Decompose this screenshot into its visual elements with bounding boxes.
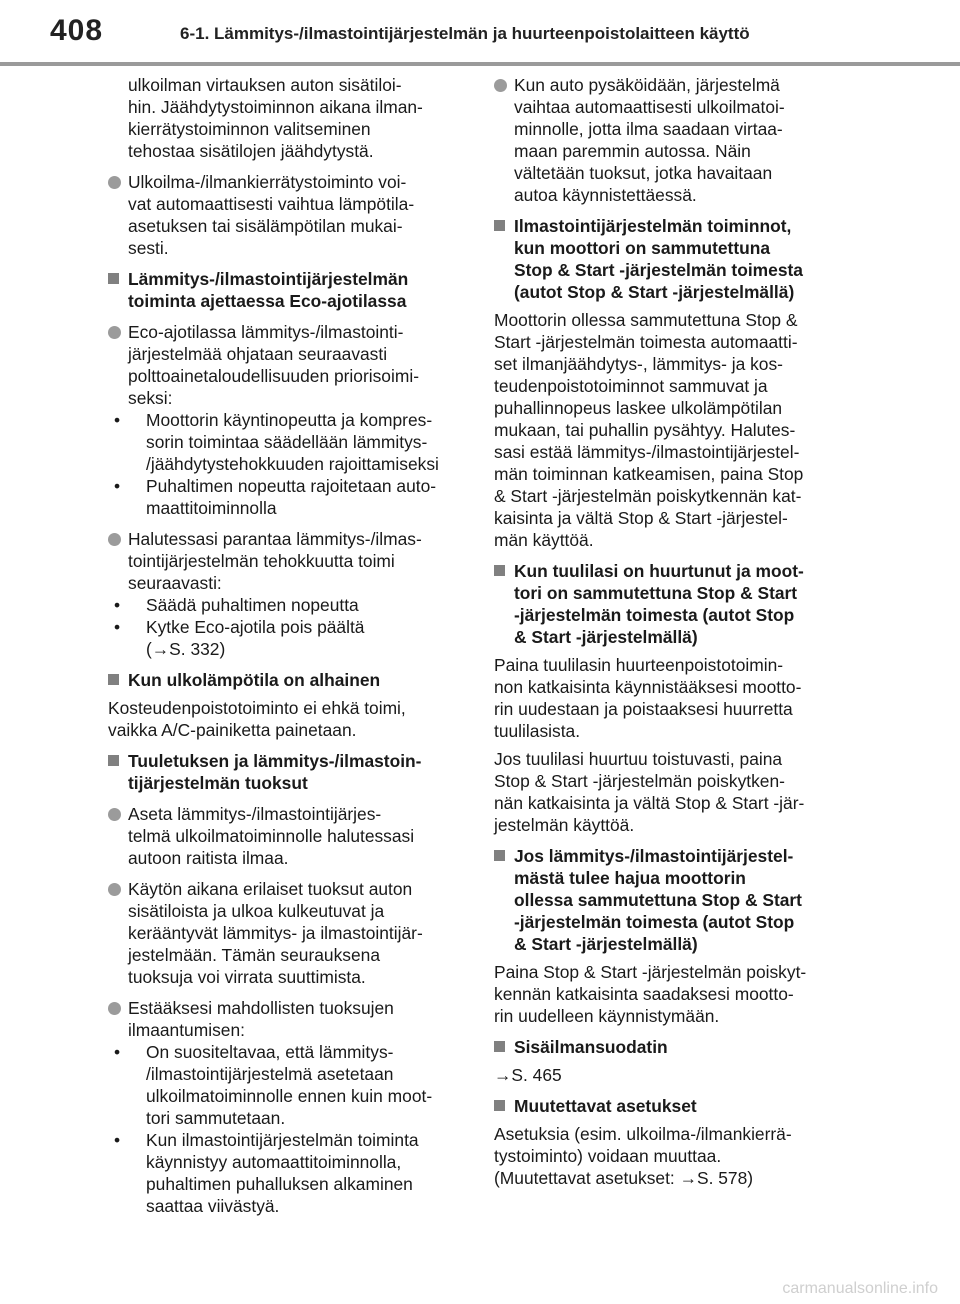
text-line: käynnistyy automaattitoiminnolla, <box>146 1152 402 1172</box>
page-number: 408 <box>50 14 104 47</box>
sub-bullet-dot-icon: • <box>114 476 121 496</box>
text-line: set ilmanjäähdytys-, lämmitys- ja kos- <box>494 354 783 374</box>
text-line: tehostaa sisätilojen jäähdytystä. <box>128 141 374 161</box>
text-line: non katkaisinta käynnistääksesi mootto- <box>494 677 802 697</box>
text-line: minnolle, jotta ilma saadaan virtaa- <box>514 119 783 139</box>
text-line: Paina Stop & Start -järjestelmän poiskyt- <box>494 962 807 982</box>
sub-bullet-item <box>108 409 463 475</box>
sub-bullet-item <box>108 475 463 519</box>
text-line: Estääksesi mahdollisten tuoksujen <box>128 998 394 1018</box>
bullet-text <box>128 321 463 409</box>
text-line: Puhaltimen nopeutta rajoitetaan auto- <box>146 476 437 496</box>
page-reference-link[interactable] <box>494 1064 849 1086</box>
bullet-text <box>128 997 463 1041</box>
bullet-dot-icon <box>108 176 121 189</box>
continued-paragraph <box>108 74 463 162</box>
text-line: tystoiminto) voidaan muuttaa. <box>494 1146 722 1166</box>
text-line: Eco-ajotilassa lämmitys-/ilmastointi- <box>128 322 404 342</box>
text-line: rin uudestaan ja poistaaksesi huurretta <box>494 699 793 719</box>
square-bullet-icon <box>494 1041 505 1052</box>
text-line: seksi: <box>128 388 173 408</box>
text-line: & Start -järjestelmällä) <box>514 934 698 954</box>
text-line: jestelmään. Tämän seurauksena <box>128 945 380 965</box>
text-line: ilmaantumisen: <box>128 1020 245 1040</box>
text-line: kerääntyvät lämmitys- ja ilmastointijär- <box>128 923 423 943</box>
watermark: carmanualsonline.info <box>782 1280 938 1297</box>
text-line: Stop & Start -järjestelmän toimesta <box>514 260 803 280</box>
chapter-title: 6-1. Lämmitys-/ilmastointijärjestelmän ja huurteenpoistolaitteen käyttö <box>180 24 750 43</box>
text-line: ulkoilman virtauksen auton sisätiloi- <box>128 75 402 95</box>
paragraph <box>494 1123 849 1189</box>
text-line: Käytön aikana erilaiset tuoksut auton <box>128 879 413 899</box>
heading-text <box>514 560 849 648</box>
header-rule <box>0 62 960 66</box>
text-line: kun moottori on sammutettuna <box>514 238 771 258</box>
text-line: hin. Jäähdytystoiminnon aikana ilman- <box>128 97 423 117</box>
right-column <box>494 68 849 1189</box>
paragraph <box>494 309 849 551</box>
heading-text <box>128 750 463 794</box>
text-line: tuulilasista. <box>494 721 581 741</box>
bullet-item <box>108 803 463 869</box>
text-line: seuraavasti: <box>128 573 222 593</box>
text-line: vaihtaa automaattisesti ulkoilmatoi- <box>514 97 785 117</box>
text-line: maattitoiminnolla <box>146 498 277 518</box>
square-bullet-icon <box>108 273 119 284</box>
bullet-dot-icon <box>108 326 121 339</box>
bullet-dot-icon <box>108 883 121 896</box>
text-line: /ilmastointijärjestelmä asetetaan <box>146 1064 394 1084</box>
text-line: ollessa sammutettuna Stop & Start <box>514 890 802 910</box>
text-line: kennän katkaisinta saadaksesi mootto- <box>494 984 794 1004</box>
bullet-item <box>108 878 463 988</box>
text-line: mukaan, tai puhallin pysähtyy. Halutes- <box>494 420 796 440</box>
paragraph <box>494 961 849 1027</box>
page-header <box>0 0 960 66</box>
text-line: autoon raitista ilmaa. <box>128 848 289 868</box>
text-line: vältetään tuoksut, jotka havaitaan <box>514 163 773 183</box>
text-line: toiminta ajettaessa Eco-ajotilassa <box>128 291 407 311</box>
sub-bullet-text <box>146 475 463 519</box>
text-line: Aseta lämmitys-/ilmastointijärjes- <box>128 804 382 824</box>
bullet-item <box>108 528 463 594</box>
page-reference-link[interactable]: (→S. 332) <box>146 639 226 659</box>
text-line: teudenpoistotoiminnot sammuvat ja <box>494 376 768 396</box>
text-line: & Start -järjestelmällä) <box>514 627 698 647</box>
text-line: ulkoilmatoiminnolle ennen kuin moot- <box>146 1086 433 1106</box>
text-line: Jos tuulilasi huurtuu toistuvasti, paina <box>494 749 783 769</box>
square-bullet-icon <box>494 1100 505 1111</box>
text-line: puhallinnopeus laskee ulkolämpötilan <box>494 398 783 418</box>
text-line: Paina tuulilasin huurteenpoistotoimin- <box>494 655 784 675</box>
sub-bullet-item <box>108 594 463 616</box>
text-line: kaisinta ja vältä Stop & Start -järjestel- <box>494 508 788 528</box>
text-line: rin uudelleen käynnistymään. <box>494 1006 720 1026</box>
sub-bullet-item <box>108 1129 463 1217</box>
text-line: nän katkaisinta ja vältä Stop & Start -jär- <box>494 793 805 813</box>
sub-bullet-text <box>146 1129 463 1217</box>
bullet-item <box>494 74 849 206</box>
section-heading <box>108 750 463 794</box>
text-line: telmä ulkoilmatoiminnolle halutessasi <box>128 826 415 846</box>
text-line: Moottorin käyntinopeutta ja kompres- <box>146 410 433 430</box>
text-line: sisätiloista ja ulkoa kulkeutuvat ja <box>128 901 385 921</box>
section-heading <box>108 669 463 691</box>
sub-bullet-dot-icon: • <box>114 1042 121 1062</box>
paragraph <box>494 748 849 836</box>
section-heading <box>494 1095 849 1117</box>
text-line: Tuuletuksen ja lämmitys-/ilmastoin- <box>128 751 422 771</box>
text-line: On suositeltavaa, että lämmitys- <box>146 1042 394 1062</box>
text-line: Stop & Start -järjestelmän poiskytken- <box>494 771 785 791</box>
bullet-text <box>514 74 849 206</box>
text-line: Kun auto pysäköidään, järjestelmä <box>514 75 780 95</box>
text-line: tijärjestelmän tuoksut <box>128 773 308 793</box>
text-line: tori sammutetaan. <box>146 1108 286 1128</box>
text-line: sasi estää lämmitys-/ilmastointijärjestel- <box>494 442 800 462</box>
text-line: kierrätystoiminnon valitseminen <box>128 119 371 139</box>
text-line: /jäähdytystehokkuuden rajoittamiseksi <box>146 454 439 474</box>
sub-bullet-dot-icon: • <box>114 1130 121 1150</box>
text-line: Start -järjestelmän toimesta automaatti- <box>494 332 798 352</box>
text-line: saattaa viivästyä. <box>146 1196 280 1216</box>
text-line: autoa käynnistettäessä. <box>514 185 697 205</box>
square-bullet-icon <box>108 674 119 685</box>
text-line: Kun ilmastointijärjestelmän toiminta <box>146 1130 419 1150</box>
section-heading <box>494 1036 849 1058</box>
bullet-item <box>108 321 463 409</box>
text-line: sorin toimintaa säädellään lämmitys- <box>146 432 428 452</box>
bullet-item <box>108 171 463 259</box>
square-bullet-icon <box>494 220 505 231</box>
sub-bullet-text: Säädä puhaltimen nopeutta <box>146 595 359 615</box>
square-bullet-icon <box>494 850 505 861</box>
sub-bullet-dot-icon: • <box>114 617 121 637</box>
reference-text: →S. 465 <box>494 1065 562 1085</box>
text-line: Kun tuulilasi on huurtunut ja moot- <box>514 561 804 581</box>
text-line: Asetuksia (esim. ulkoilma-/ilmankierrä- <box>494 1124 792 1144</box>
paragraph <box>108 697 463 741</box>
bullet-dot-icon <box>108 533 121 546</box>
text-line: järjestelmää ohjataan seuraavasti <box>128 344 388 364</box>
sub-bullet-dot-icon: • <box>114 410 121 430</box>
text-line: Kosteudenpoistotoiminto ei ehkä toimi, <box>108 698 406 718</box>
text-line: asetuksen tai sisälämpötilan mukai- <box>128 216 403 236</box>
text-line: vaikka A/C-painiketta painetaan. <box>108 720 357 740</box>
bullet-text <box>128 803 463 869</box>
heading-text: Muutettavat asetukset <box>514 1096 697 1116</box>
text-line: tointijärjestelmän tehokkuutta toimi <box>128 551 395 571</box>
sub-bullet-dot-icon: • <box>114 595 121 615</box>
text-line: tuoksuja voi virrata suuttimista. <box>128 967 366 987</box>
text-line: & Start -järjestelmän poiskytkennän kat- <box>494 486 802 506</box>
text-line: män käyttöä. <box>494 530 594 550</box>
section-heading <box>494 215 849 303</box>
text-line: (Muutettavat asetukset: →S. 578) <box>494 1168 754 1188</box>
heading-text <box>514 215 849 303</box>
text-line: -järjestelmän toimesta (autot Stop <box>514 605 795 625</box>
section-heading <box>494 845 849 955</box>
text-line: mästä tulee hajua moottorin <box>514 868 746 888</box>
sub-bullet-text <box>146 409 463 475</box>
sub-bullet-text: Kytke Eco-ajotila pois päältä <box>146 617 365 637</box>
text-line: Halutessasi parantaa lämmitys-/ilmas- <box>128 529 422 549</box>
text-line: -järjestelmän toimesta (autot Stop <box>514 912 795 932</box>
paragraph <box>494 654 849 742</box>
text-line: (autot Stop & Start -järjestelmällä) <box>514 282 795 302</box>
square-bullet-icon <box>108 755 119 766</box>
text-line: Jos lämmitys-/ilmastointijärjestel- <box>514 846 794 866</box>
heading-text: Kun ulkolämpötila on alhainen <box>128 670 381 690</box>
text-line: puhaltimen puhalluksen alkaminen <box>146 1174 413 1194</box>
square-bullet-icon <box>494 565 505 576</box>
heading-text <box>128 268 463 312</box>
section-heading <box>494 560 849 648</box>
bullet-text <box>128 171 463 259</box>
text-line: sesti. <box>128 238 169 258</box>
text-line: män toiminnan katkeamisen, paina Stop <box>494 464 804 484</box>
sub-bullet-text <box>146 1041 463 1129</box>
left-column <box>108 68 463 1217</box>
text-line: vat automaattisesti vaihtua lämpötila- <box>128 194 415 214</box>
bullet-dot-icon <box>108 808 121 821</box>
text-line: Ulkoilma-/ilmankierrätystoiminto voi- <box>128 172 407 192</box>
text-line: Moottorin ollessa sammutettuna Stop & <box>494 310 798 330</box>
text-line: tori on sammutettuna Stop & Start <box>514 583 798 603</box>
sub-bullet-item <box>108 616 463 660</box>
bullet-item <box>108 997 463 1041</box>
text-line: polttoainetaloudellisuuden priorisoimi- <box>128 366 419 386</box>
bullet-text <box>128 528 463 594</box>
heading-text: Sisäilmansuodatin <box>514 1037 668 1057</box>
text-line: jestelmän käyttöä. <box>494 815 635 835</box>
sub-bullet-item <box>108 1041 463 1129</box>
text-line: maan paremmin autossa. Näin <box>514 141 751 161</box>
heading-text <box>514 845 849 955</box>
bullet-dot-icon <box>494 79 507 92</box>
text-line: Ilmastointijärjestelmän toiminnot, <box>514 216 792 236</box>
bullet-text <box>128 878 463 988</box>
section-heading <box>108 268 463 312</box>
bullet-dot-icon <box>108 1002 121 1015</box>
text-line: Lämmitys-/ilmastointijärjestelmän <box>128 269 409 289</box>
